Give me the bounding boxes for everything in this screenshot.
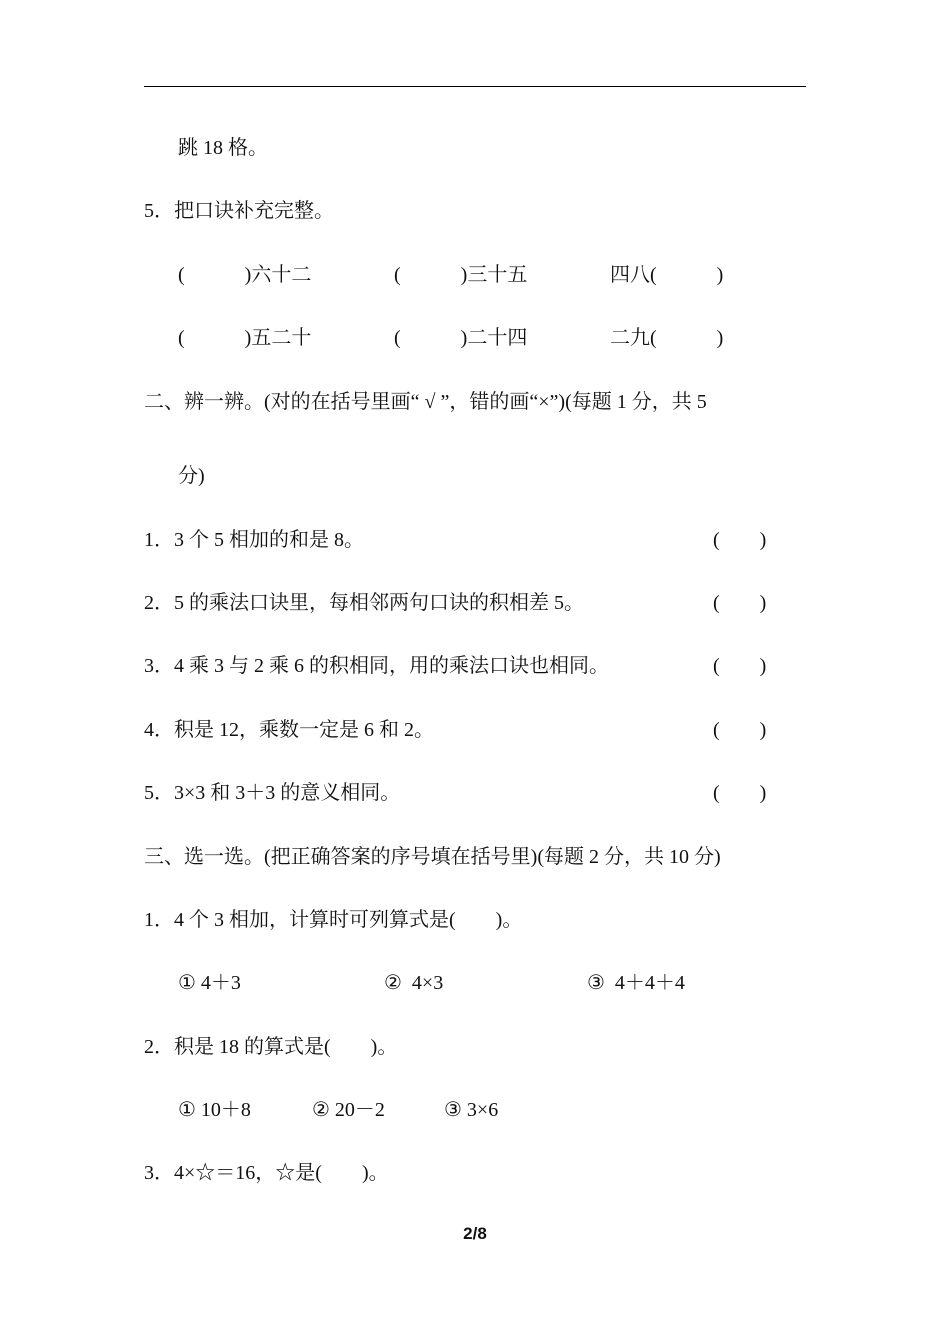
- q5-blank-6: 二九( ): [610, 327, 724, 349]
- choice-q1: 1．4 个 3 相加，计算时可列算式是( )。: [144, 909, 523, 931]
- choice-q3: 3．4×☆＝16，☆是( )。: [144, 1162, 389, 1184]
- prev-question-continuation: 跳 18 格。: [178, 137, 268, 159]
- q5-blank-5: ( )二十四: [394, 327, 528, 349]
- judge-answer-2: ( ): [713, 592, 767, 614]
- judge-item-5: 5．3×3 和 3＋3 的意义相同。: [144, 782, 401, 804]
- section2-title: 二、辨一辨。(对的在括号里画“ √ ”，错的画“×”)(每题 1 分，共 5: [144, 391, 707, 413]
- choice-q1-opt-3: ③ 4＋4＋4: [587, 972, 685, 994]
- section2-title-cont: 分): [178, 465, 205, 487]
- section3-title: 三、选一选。(把正确答案的序号填在括号里)(每题 2 分，共 10 分): [144, 846, 721, 868]
- q5-blank-4: ( )五二十: [178, 327, 312, 349]
- q5-blank-3: 四八( ): [610, 264, 724, 286]
- q5-blank-1: ( )六十二: [178, 264, 312, 286]
- judge-answer-5: ( ): [713, 782, 767, 804]
- judge-answer-4: ( ): [713, 719, 767, 741]
- choice-q2-opt-3: ③ 3×6: [444, 1099, 499, 1121]
- judge-item-2: 2．5 的乘法口诀里，每相邻两句口诀的积相差 5。: [144, 592, 584, 614]
- q5-title: 5．把口诀补充完整。: [144, 200, 334, 222]
- choice-q1-opt-2: ② 4×3: [384, 972, 444, 994]
- choice-q1-opt-1: ① 4＋3: [178, 972, 241, 994]
- page-number: 2/8: [463, 1224, 487, 1243]
- judge-answer-1: ( ): [713, 529, 767, 551]
- header-rule: [144, 86, 806, 87]
- q5-blank-2: ( )三十五: [394, 264, 528, 286]
- judge-answer-3: ( ): [713, 655, 767, 677]
- choice-q2-opt-2: ② 20－2: [312, 1099, 385, 1121]
- judge-item-1: 1．3 个 5 相加的和是 8。: [144, 529, 364, 551]
- judge-item-4: 4．积是 12，乘数一定是 6 和 2。: [144, 719, 434, 741]
- judge-item-3: 3．4 乘 3 与 2 乘 6 的积相同，用的乘法口诀也相同。: [144, 655, 609, 677]
- choice-q2-opt-1: ① 10＋8: [178, 1099, 251, 1121]
- choice-q2: 2．积是 18 的算式是( )。: [144, 1036, 398, 1058]
